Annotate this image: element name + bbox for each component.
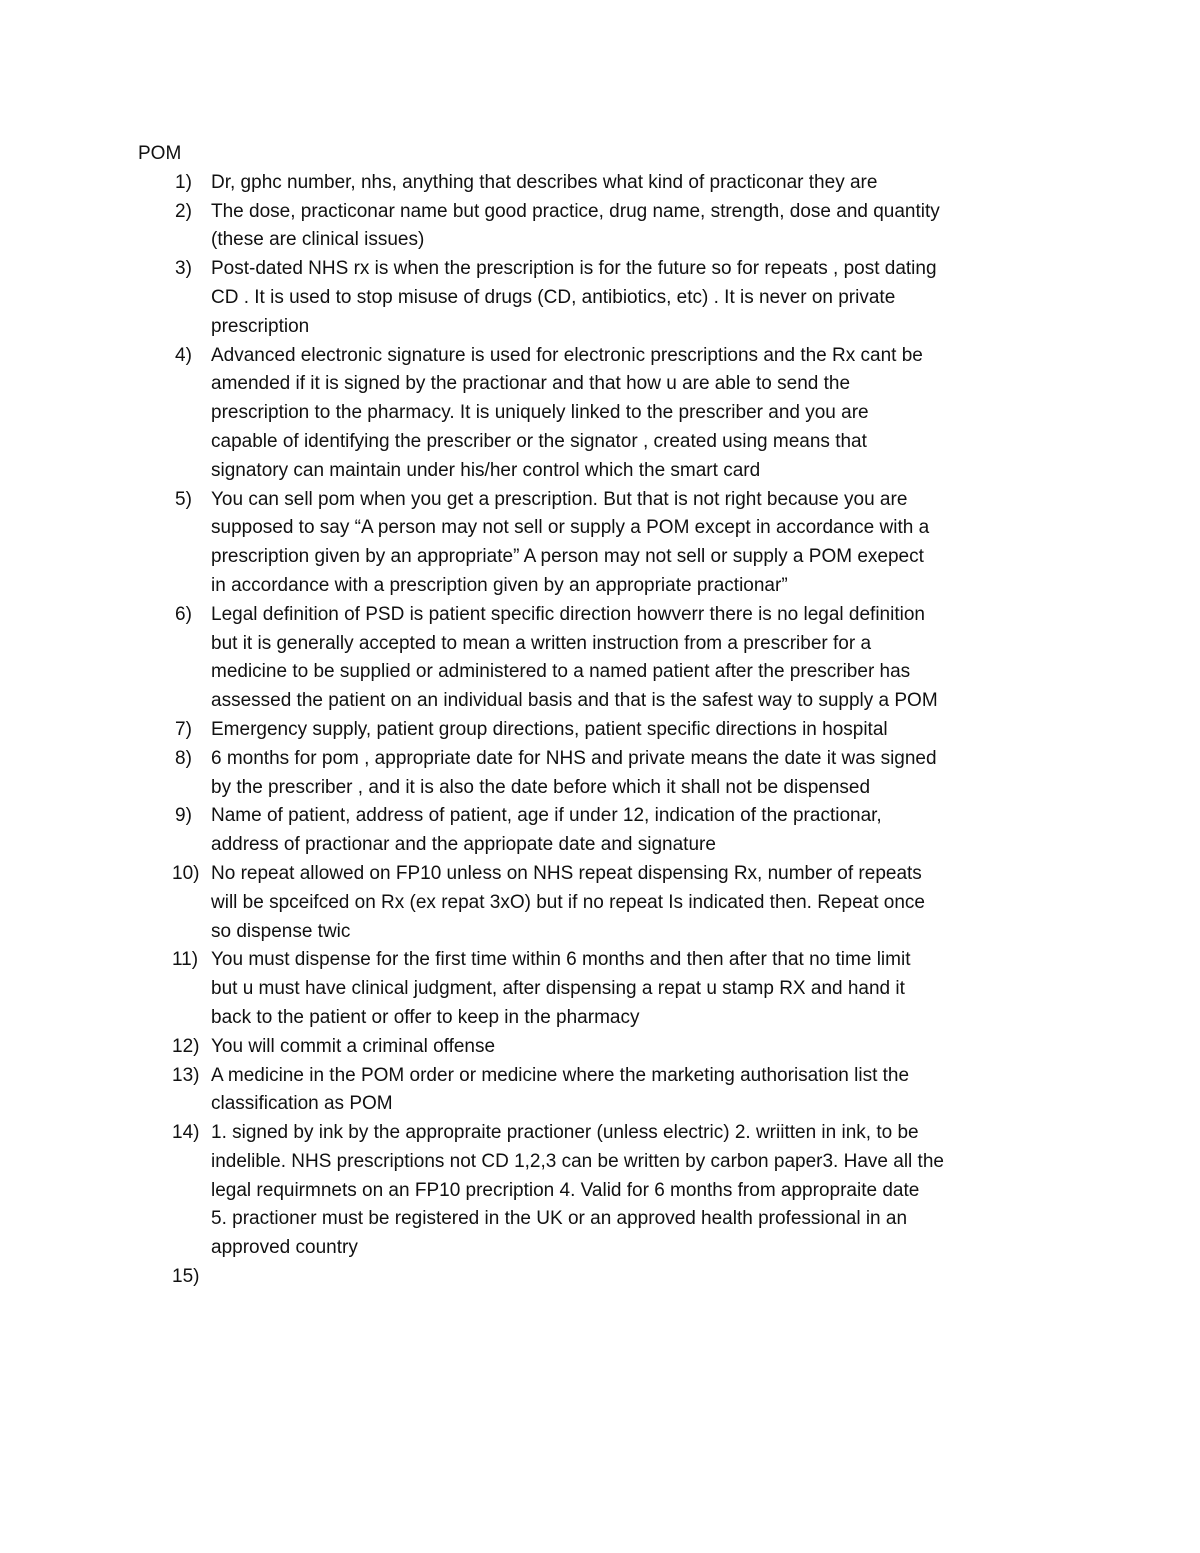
list-item-number: 7) (175, 718, 192, 740)
list-item-text-line: Post-dated NHS rx is when the prescription is for the future so for repeats , post dating (211, 258, 937, 280)
list-item-text-line: but it is generally accepted to mean a written instruction from a prescriber for a (211, 632, 872, 654)
list-item-text-line: medicine to be supplied or administered to a named patient after the prescriber has (211, 661, 911, 683)
list-item-number: 15) (172, 1266, 200, 1288)
list-item-text-line: CD . It is used to stop misuse of drugs (CD, antibiotics, etc) . It is never on private (211, 286, 896, 308)
document-title: POM (138, 143, 182, 164)
list-item (138, 802, 1068, 860)
list-item-text-line: You can sell pom when you get a prescription. But that is not right because you are (211, 488, 908, 510)
list-item-number: 10) (172, 862, 200, 884)
list-item-number: 9) (175, 805, 192, 827)
list-item-text-line: Advanced electronic signature is used for electronic prescriptions and the Rx cant be (211, 344, 923, 366)
list-item-text-line: so dispense twic (211, 920, 351, 942)
list-item-text-line: legal requirmnets on an FP10 precription 4. Valid for 6 months from appropraite date (211, 1179, 920, 1201)
list-item (138, 1033, 1068, 1062)
list-item-text-line: 5. practioner must be registered in the UK or an approved health professional in an (211, 1208, 908, 1230)
list-item-text-line: 6 months for pom , appropriate date for NHS and private means the date it was signed (211, 747, 937, 769)
list-item-number: 14) (172, 1122, 200, 1144)
list-item-text-line: will be spceifced on Rx (ex repat 3xO) but if no repeat Is indicated then. Repeat once (211, 891, 925, 913)
list-item-number: 11) (172, 949, 199, 971)
list-item-text-line: prescription (211, 315, 310, 337)
list-item-text-line: The dose, practiconar name but good practice, drug name, strength, dose and quantity (211, 200, 940, 222)
list-item-number: 3) (175, 258, 192, 280)
list-item-number: 8) (175, 747, 192, 769)
list-item (138, 486, 1068, 601)
list-item-text-line: classification as POM (211, 1093, 393, 1115)
list-item (138, 745, 1068, 803)
list-item (138, 198, 1068, 256)
list-item (138, 255, 1068, 341)
list-item-text-line: back to the patient or offer to keep in the pharmacy (211, 1006, 640, 1028)
list-item-text-line: You will commit a criminal offense (211, 1035, 496, 1057)
list-item-text-line: Dr, gphc number, nhs, anything that describes what kind of practiconar they are (211, 171, 878, 193)
list-item-text-line: address of practionar and the appriopate date and signature (211, 834, 716, 856)
list-item-number: 13) (172, 1064, 200, 1086)
list-item-text-line: (these are clinical issues) (211, 229, 425, 251)
list-item-text-line: assessed the patient on an individual basis and that is the safest way to supply a POM (211, 690, 938, 712)
list-item (138, 1263, 1068, 1292)
list-item (138, 342, 1068, 486)
list-item-text-line: You must dispense for the first time within 6 months and then after that no time limit (211, 949, 911, 971)
list-item (138, 716, 1068, 745)
list-item (138, 860, 1068, 946)
list-item-text-line: prescription to the pharmacy. It is uniquely linked to the prescriber and you are (211, 402, 869, 424)
list-item-text-line: amended if it is signed by the practionar and that how u are able to send the (211, 373, 851, 395)
list-item-text-line: prescription given by an appropriate” A person may not sell or supply a POM exepect (211, 546, 924, 568)
list-item-text-line: indelible. NHS prescriptions not CD 1,2,3 can be written by carbon paper3. Have all the (211, 1150, 944, 1172)
list-item-text-line (211, 1263, 1068, 1292)
list-item-text-line: 1. signed by ink by the appropraite practioner (unless electric) 2. wriitten in ink, to be (211, 1122, 919, 1144)
numbered-list (138, 169, 1068, 1292)
list-item-text-line: approved country (211, 1237, 358, 1259)
list-item-text-line: in accordance with a prescription given by an appropriate practionar” (211, 574, 788, 596)
list-item-number: 1) (175, 171, 192, 193)
document-body (138, 140, 1068, 1292)
list-item (138, 601, 1068, 716)
list-item-number: 4) (175, 344, 192, 366)
list-item-text-line: Emergency supply, patient group directions, patient specific directions in hospital (211, 718, 888, 740)
list-item (138, 946, 1068, 1032)
list-item-text-line: Legal definition of PSD is patient specific direction howverr there is no legal definition (211, 603, 925, 625)
list-item-text-line: signatory can maintain under his/her control which the smart card (211, 459, 761, 481)
list-item-number: 6) (175, 603, 192, 625)
list-item-text-line: supposed to say “A person may not sell or supply a POM except in accordance with a (211, 517, 930, 539)
list-item-text-line: capable of identifying the prescriber or the signator , created using means that (211, 430, 867, 452)
list-item-text-line: No repeat allowed on FP10 unless on NHS repeat dispensing Rx, number of repeats (211, 862, 922, 884)
list-item (138, 1119, 1068, 1263)
list-item-number: 12) (172, 1035, 200, 1057)
list-item-number: 2) (175, 200, 192, 222)
list-item (138, 1062, 1068, 1120)
list-item-text-line: by the prescriber , and it is also the date before which it shall not be dispensed (211, 776, 871, 798)
list-item-text-line: A medicine in the POM order or medicine where the marketing authorisation list the (211, 1064, 910, 1086)
list-item (138, 169, 1068, 198)
list-item-number: 5) (175, 488, 192, 510)
list-item-text-line: Name of patient, address of patient, age if under 12, indication of the practionar, (211, 805, 882, 827)
list-item-text-line: but u must have clinical judgment, after dispensing a repat u stamp RX and hand it (211, 978, 905, 1000)
